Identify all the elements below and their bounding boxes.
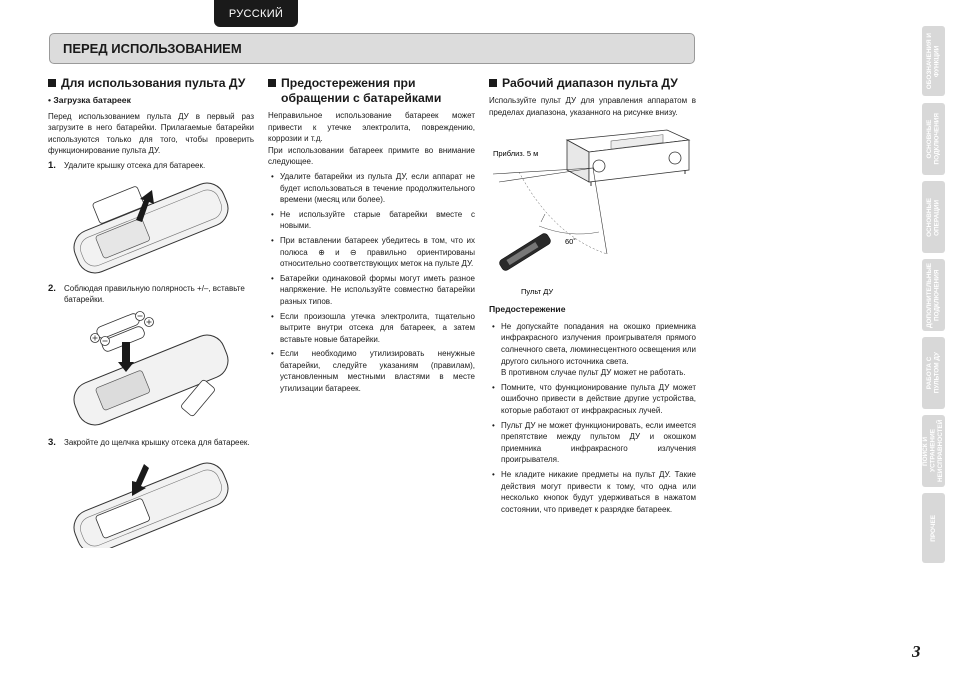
list-item: • Помните, что функционирование пульта ДУ может ошибочно привести в действие другие устройства, которые работают от инфракрасных лучей. xyxy=(492,382,696,415)
remote-label: Пульт ДУ xyxy=(521,287,554,297)
side-tab-troubleshooting[interactable]: ПОИСК И УСТРАНЕНИЕ НЕИСПРАВНОСТЕЙ xyxy=(922,415,945,487)
column-remote-usage xyxy=(48,76,254,548)
list-item: • Не кладите никакие предметы на пульт ДУ. Такие действия могут привести к тому, что одна или несколько кнопок будут удерживаться в нажатом состоянии, что приведет к разрядке батареек. xyxy=(492,469,696,514)
list-item: • Не допускайте попадания на окошко приемника инфракрасного излучения проигрывателя прямого солнечного света, люминесцентного освещения или другого сильного источника света. В противном случае пульт ДУ может не работать. xyxy=(492,321,696,378)
column-battery-cautions xyxy=(268,76,475,395)
distance-label: Приблиз. 5 м xyxy=(493,149,539,159)
language-tab: РУССКИЙ xyxy=(214,0,298,27)
section-heading-remote-usage: Для использования пульта ДУ xyxy=(48,76,254,91)
subheading-battery-load: • Загрузка батареек xyxy=(48,95,131,105)
battery-insert-illustration xyxy=(48,306,254,434)
intro-text: Перед использованием пульта ДУ в первый раз загрузите в него батарейки. Прилагаемые батарейки используются только для того, чтобы проверить функционирование пульта ДУ. xyxy=(48,111,254,156)
list-item: • Если необходимо утилизировать ненужные батарейки, следуйте указаниям (правилам), установленным местными властями в месте утилизации батареек. xyxy=(271,349,475,394)
remote-range-diagram xyxy=(489,126,696,298)
intro-text-1: Неправильное использование батареек может привести к утечке электролита, повреждению, коррозии и т.д. xyxy=(268,111,475,144)
square-bullet-icon xyxy=(268,79,276,87)
intro-text-2: При использовании батареек примите во внимание следующее. xyxy=(268,145,475,167)
caution-heading: Предостережение xyxy=(489,304,566,315)
side-tab-designations[interactable]: ОБОЗНАЧЕНИЯ И ФУНКЦИИ xyxy=(922,26,945,96)
page-number: 3 xyxy=(912,642,921,661)
list-item: • При вставлении батареек убедитесь в том, что их полюса ⊕ и ⊖ правильно ориентированы относительно соответствующих меток на пульте ДУ. xyxy=(271,235,475,269)
remote-cover-removal-illustration xyxy=(48,172,254,280)
remote-control-illustration xyxy=(498,232,552,272)
section-heading-battery-cautions: Предостережения при обращении с батарейками xyxy=(268,76,475,106)
side-tab-additional-connections[interactable]: ДОПОЛНИТЕЛЬНЫЕ ПОДКЛЮЧЕНИЯ xyxy=(922,259,945,331)
side-tab-basic-connections[interactable]: ОСНОВНЫЕ ПОДКЛЮЧЕНИЯ xyxy=(922,103,945,175)
section-heading-remote-range: Рабочий диапазон пульта ДУ xyxy=(489,76,696,91)
list-item: • Батарейки одинаковой формы могут иметь разное напряжение. Не используйте совместно батарейки разных типов. xyxy=(271,273,475,306)
list-item: • Если произошла утечка электролита, тщательно вытрите внутри отсека для батареек, а затем вставьте новые батарейки. xyxy=(271,311,475,344)
column-remote-range xyxy=(489,76,696,515)
receiver-unit-illustration xyxy=(567,130,689,186)
list-item: • Пульт ДУ не может функционировать, если имеется препятствие между пультом ДУ и окошком приемника инфракрасного излучения проигрывателя. xyxy=(492,420,696,465)
page-title: ПЕРЕД ИСПОЛЬЗОВАНИЕМ xyxy=(49,33,695,64)
step-3: 3. Закройте до щелчка крышку отсека для батареек. xyxy=(48,436,250,448)
side-tab-other[interactable]: ПРОЧЕЕ xyxy=(922,493,945,563)
step-1: 1. Удалите крышку отсека для батареек. xyxy=(48,159,206,171)
square-bullet-icon xyxy=(489,79,497,87)
list-item: • Не используйте старые батарейки вместе с новыми. xyxy=(271,209,475,231)
side-tab-basic-operations[interactable]: ОСНОВНЫЕ ОПЕРАЦИИ xyxy=(922,181,945,253)
side-tab-remote-control[interactable]: РАБОТА С ПУЛЬТОМ ДУ xyxy=(922,337,945,409)
angle-label: 60˚ xyxy=(565,237,576,247)
step-2: 2. Соблюдая правильную полярность +/–, вставьте батарейки. xyxy=(48,282,245,305)
remote-cover-close-illustration xyxy=(48,448,254,548)
square-bullet-icon xyxy=(48,79,56,87)
intro-text: Используйте пульт ДУ для управления аппаратом в пределах диапазона, указанного на рисунке внизу. xyxy=(489,96,696,117)
list-item: • Удалите батарейки из пульта ДУ, если аппарат не будет использоваться в течение продолжительного времени (месяц или более). xyxy=(271,171,475,205)
